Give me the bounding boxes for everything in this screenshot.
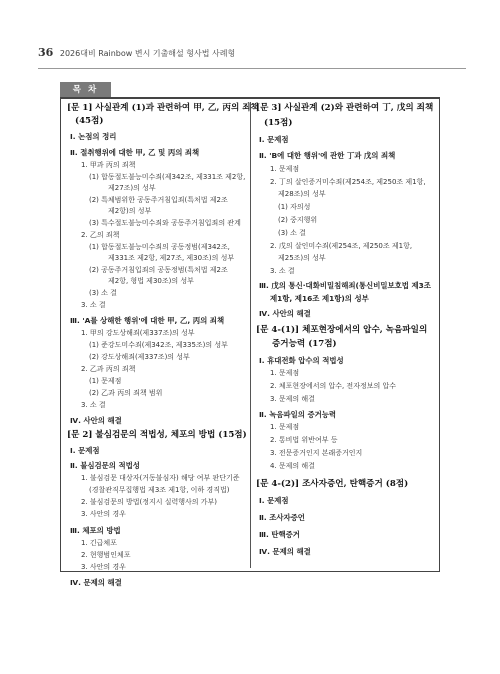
toc-entry: (2) 공동주거침입죄의 공동정범(특처법 제2조 (89, 266, 228, 274)
toc-section-heading: Ⅱ. 'B에 대한 행위'에 관한 丁과 戊의 죄책 (259, 151, 396, 160)
toc-entry: 2. 戊의 살인미수죄(제254조, 제250조 제1항, (270, 242, 413, 250)
toc-entry: 2. 乙과 丙의 죄책 (81, 365, 136, 373)
toc-entry: 2. 丁의 살인증거미수죄(제254조, 제250조 제1항, (270, 178, 426, 186)
toc-entry: 1. 긴급체포 (81, 539, 117, 547)
toc-section-heading: 제1항, 제16조 제1항)의 성부 (270, 294, 369, 303)
toc-section-heading: Ⅲ. 체포의 방법 (70, 526, 121, 535)
toc-entry: (2) 특체범위한 공동주거침입죄(특처법 제2조 (89, 196, 228, 204)
toc-entry: 제27조)의 성부 (108, 184, 156, 192)
page-number: 36 (38, 46, 54, 59)
toc-entry: 1. 甲의 강도상해죄(제337조)의 성부 (81, 329, 195, 337)
toc-entry: 제28조)의 성부 (278, 190, 326, 198)
toc-part-heading: [문 1] 사실관계 (1)과 관련하여 甲, 乙, 丙의 죄책 (67, 103, 259, 113)
toc-section-heading: Ⅲ. 戊의 통신·대화비밀침해죄(통신비밀보호법 제3조 (259, 281, 431, 290)
toc-entry: 3. 전문증거인지 본래증거인지 (270, 449, 363, 457)
toc-part-heading: (45점) (75, 116, 104, 126)
toc-entry: (2) 중지행위 (278, 216, 318, 224)
toc-entry: 1. 문제점 (270, 369, 300, 377)
toc-part-heading: [문 3] 사실관계 (2)와 관련하여 丁, 戊의 죄책 (256, 103, 434, 113)
toc-entry: (3) 특수절도불능미수죄와 공동주거침입죄의 관계 (89, 219, 241, 227)
toc-part-heading: [문 4-(2)] 조사자증언, 탄핵증거 (8점) (256, 479, 409, 489)
toc-entry: 3. 사안의 경우 (81, 563, 126, 571)
column-divider (250, 102, 251, 568)
toc-entry: 1. 불심검문 대상자(거동불심자) 해당 여부 판단기준 (81, 474, 240, 482)
page-header (38, 46, 235, 59)
toc-section-heading: Ⅳ. 문제의 해결 (259, 547, 311, 556)
toc-section-heading: Ⅱ. 불심검문의 적법성 (70, 461, 140, 470)
toc-entry: 2. 현행범인체포 (81, 551, 131, 559)
toc-part-heading: (15점) (264, 118, 293, 128)
toc-part-heading: [문 4-(1)] 체포현장에서의 압수, 녹음파일의 (256, 325, 428, 335)
toc-entry: 2. 통비법 위반여부 등 (270, 436, 338, 444)
toc-entry: (1) 합동절도불능미수죄(제342조, 제331조 제2항, (89, 173, 246, 181)
toc-label: 목 차 (60, 82, 111, 98)
toc-section-heading: Ⅰ. 문제점 (259, 135, 289, 144)
toc-entry: 1. 문제점 (270, 423, 300, 431)
toc-entry: 2. 불심검문의 방법(정지시 실력행사의 가부) (81, 498, 217, 506)
toc-part-heading: [문 2] 불심검문의 적법성, 체포의 방법 (15점) (67, 430, 247, 440)
toc-section-heading: Ⅰ. 문제점 (259, 496, 289, 505)
toc-section-heading: Ⅲ. 탄핵증거 (259, 530, 300, 539)
toc-section-heading: Ⅱ. 녹음파일의 증거능력 (259, 410, 337, 419)
toc-entry: 2. 체포현장에서의 압수, 전자정보의 압수 (270, 382, 396, 390)
toc-entry: 3. 소 결 (270, 267, 295, 275)
toc-section-heading: Ⅳ. 사안의 해결 (259, 309, 311, 318)
toc-entry: 3. 사안의 경우 (81, 510, 126, 518)
toc-entry: (경찰관직무집행법 제3조 제1항, 이하 경직법) (89, 486, 230, 494)
toc-entry: 제2항, 형법 제30조)의 성부 (108, 277, 194, 285)
toc-section-heading: Ⅱ. 조사자증언 (259, 513, 305, 522)
toc-entry: 제331조 제2항, 제27조, 제30조)의 성부 (108, 254, 235, 262)
toc-section-heading: Ⅳ. 사안의 해결 (70, 416, 122, 425)
toc-entry: 1. 甲과 丙의 죄책 (81, 161, 136, 169)
toc-entry: (1) 문제점 (89, 377, 122, 385)
toc-entry: (3) 소 결 (278, 229, 306, 237)
toc-section-heading: Ⅰ. 논점의 정리 (70, 132, 117, 141)
toc-entry: 3. 소 결 (81, 401, 106, 409)
toc-entry: 4. 문제의 해결 (270, 462, 315, 470)
toc-section-heading: Ⅳ. 문제의 해결 (70, 578, 122, 587)
toc-section-heading: Ⅰ. 문제점 (70, 446, 100, 455)
toc-entry: 3. 문제의 해결 (270, 395, 315, 403)
toc-entry: (1) 합동절도불능미수죄의 공동정범(제342조, (89, 243, 230, 251)
toc-part-heading: 증거능력 (17점) (272, 339, 337, 349)
toc-entry: (1) 준강도미수죄(제342조, 제335조)의 성부 (89, 341, 228, 349)
running-title: 2026대비 Rainbow 변시 기출해설 형사법 사례형 (59, 49, 236, 58)
toc-entry: 2. 乙의 죄책 (81, 231, 120, 239)
toc-entry: (3) 소 결 (89, 289, 117, 297)
toc-entry: (1) 자의성 (278, 203, 311, 211)
header-rule (38, 68, 466, 69)
toc-entry: 3. 소 결 (81, 301, 106, 309)
toc-entry: 1. 문제점 (270, 165, 300, 173)
toc-entry: (2) 강도상해죄(제337조)의 성부 (89, 353, 190, 361)
toc-entry: 제25조)의 성부 (278, 254, 326, 262)
toc-section-heading: Ⅰ. 휴대전화 압수의 적법성 (259, 356, 344, 365)
toc-entry: (2) 乙과 丙의 죄책 범위 (89, 389, 163, 397)
toc-section-heading: Ⅲ. 'A를 상해한 행위'에 대한 甲, 乙, 丙의 죄책 (70, 316, 225, 325)
toc-section-heading: Ⅱ. 절취행위에 대한 甲, 乙 및 丙의 죄책 (70, 148, 200, 157)
toc-entry: 제2항)의 성부 (108, 207, 152, 215)
